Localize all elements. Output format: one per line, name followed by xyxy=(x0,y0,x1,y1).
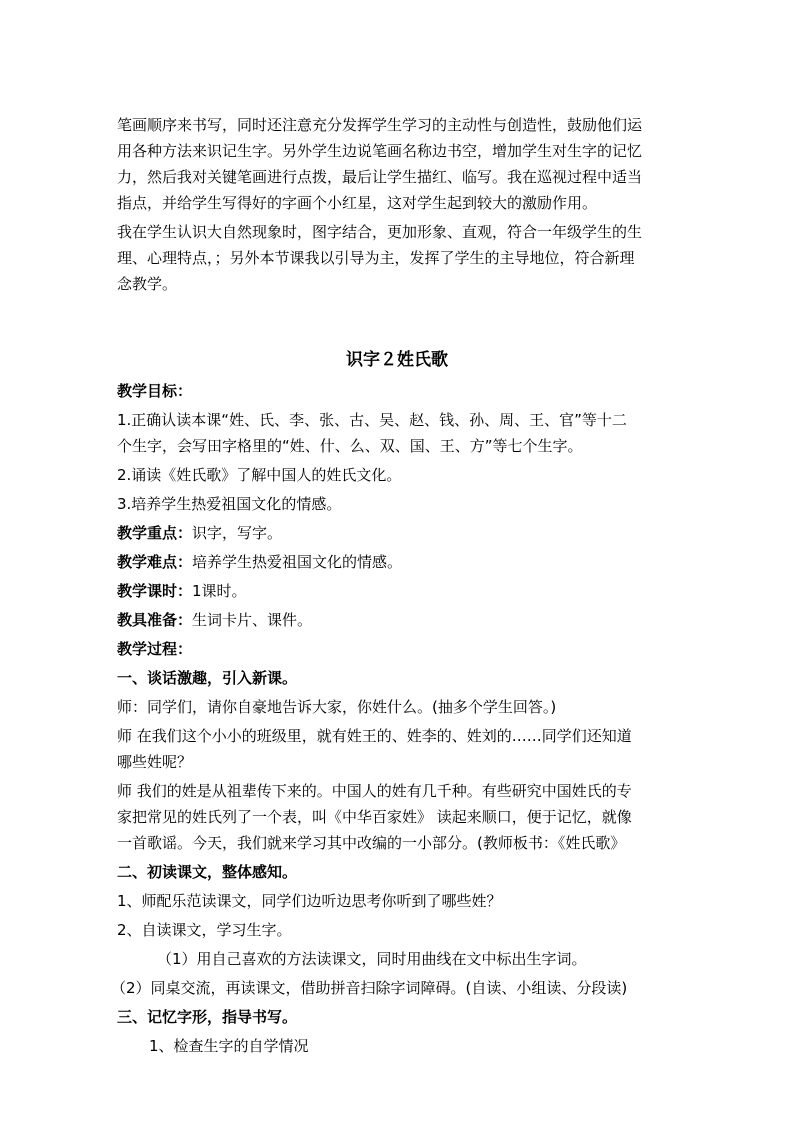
section1-heading: 一、谈话激趣，引入新课。 xyxy=(117,669,298,687)
process-heading: 教学过程： xyxy=(117,640,193,658)
document-page xyxy=(111,112,677,1059)
intro-line: 我在学生认识大自然现象时，图字结合，更加形象、直观，符合一年级学生的生 xyxy=(117,223,643,241)
section2-item: 1、师配乐范读课文，同学们边听边思考你听到了哪些姓？ xyxy=(117,892,502,910)
section1-line: 师 我们的姓是从祖辈传下来的。中国人的姓有几千种。有些研究中国姓氏的专 xyxy=(117,782,632,800)
class-hours-label: 教学课时： xyxy=(117,582,193,600)
section2-subitem: （2）同桌交流，再读课文，借助拼音扫除字词障碍。(自读、小组读、分段读) xyxy=(111,979,628,997)
section3-heading: 三、记忆字形，指导书写。 xyxy=(117,1008,298,1026)
intro-paragraph xyxy=(117,112,677,344)
class-hours-value: 1课时。 xyxy=(192,582,247,600)
key-point-label: 教学重点： xyxy=(117,524,193,542)
goals-heading: 教学目标： xyxy=(117,382,193,400)
intro-line: 用各种方法来识记生字。另外学生边说笔画名称边书空，增加学生对生字的记忆 xyxy=(117,142,643,160)
goal-line: 1.正确认读本课“姓、氏、李、张、古、吴、赵、钱、孙、周、王、官”等十二 xyxy=(117,411,627,429)
intro-line: 指点，并给学生写得好的字画个小红星，这对学生起到较大的激励作用。 xyxy=(117,194,598,212)
class-hours xyxy=(117,578,677,604)
section3-item: 1、检查生字的自学情况 xyxy=(149,1037,309,1055)
difficulty xyxy=(117,549,677,575)
materials xyxy=(117,607,677,633)
section2-item: 2、自读课文，学习生字。 xyxy=(117,921,292,939)
key-point-value: 识字，写字。 xyxy=(192,524,283,542)
section1-line: 家把常见的姓氏列了一个表，叫《中华百家姓》 读起来顺口，便于记忆，就像 xyxy=(117,808,632,826)
section1-line: 师 在我们这个小小的班级里，就有姓王的、姓李的、姓刘的……同学们还知道 xyxy=(117,727,632,745)
goal-line: 3.培养学生热爱祖国文化的情感。 xyxy=(117,495,342,513)
section1-line: 一首歌谣。今天，我们就来学习其中改编的一小部分。(教师板书：《姓氏歌》 xyxy=(117,834,626,852)
difficulty-value: 培养学生热爱祖国文化的情感。 xyxy=(192,553,403,571)
intro-line: 力，然后我对关键笔画进行点拨，最后让学生描红、临写。我在巡视过程中适当 xyxy=(117,168,643,186)
goal-line: 个生字，会写田字格里的“姓、什、么、双、国、王、方”等七个生字。 xyxy=(117,437,583,455)
difficulty-label: 教学难点： xyxy=(117,553,193,571)
materials-value: 生词卡片、课件。 xyxy=(192,611,313,629)
goal-line: 2.诵读《姓氏歌》了解中国人的姓氏文化。 xyxy=(117,466,402,484)
section1-line: 师：同学们，请你自豪地告诉大家，你姓什么。(抽多个学生回答。) xyxy=(117,698,557,716)
lesson-title: 识字２姓氏歌 xyxy=(346,350,448,370)
materials-label: 教具准备： xyxy=(117,611,193,629)
section2-subitem: （1）用自己喜欢的方法读课文，同时用曲线在文中标出生字词。 xyxy=(157,950,587,968)
key-point xyxy=(117,520,677,546)
section1-line: 哪些姓呢？ xyxy=(117,753,193,771)
intro-line: 理、心理特点，；另外本节课我以引导为主，发挥了学生的主导地位，符合新理 xyxy=(117,249,635,267)
section2-heading: 二、初读课文，整体感知。 xyxy=(117,863,298,881)
intro-line: 笔画顺序来书写，同时还注意充分发挥学生学习的主动性与创造性，鼓励他们运 xyxy=(117,116,643,134)
intro-line: 念教学。 xyxy=(117,275,178,293)
